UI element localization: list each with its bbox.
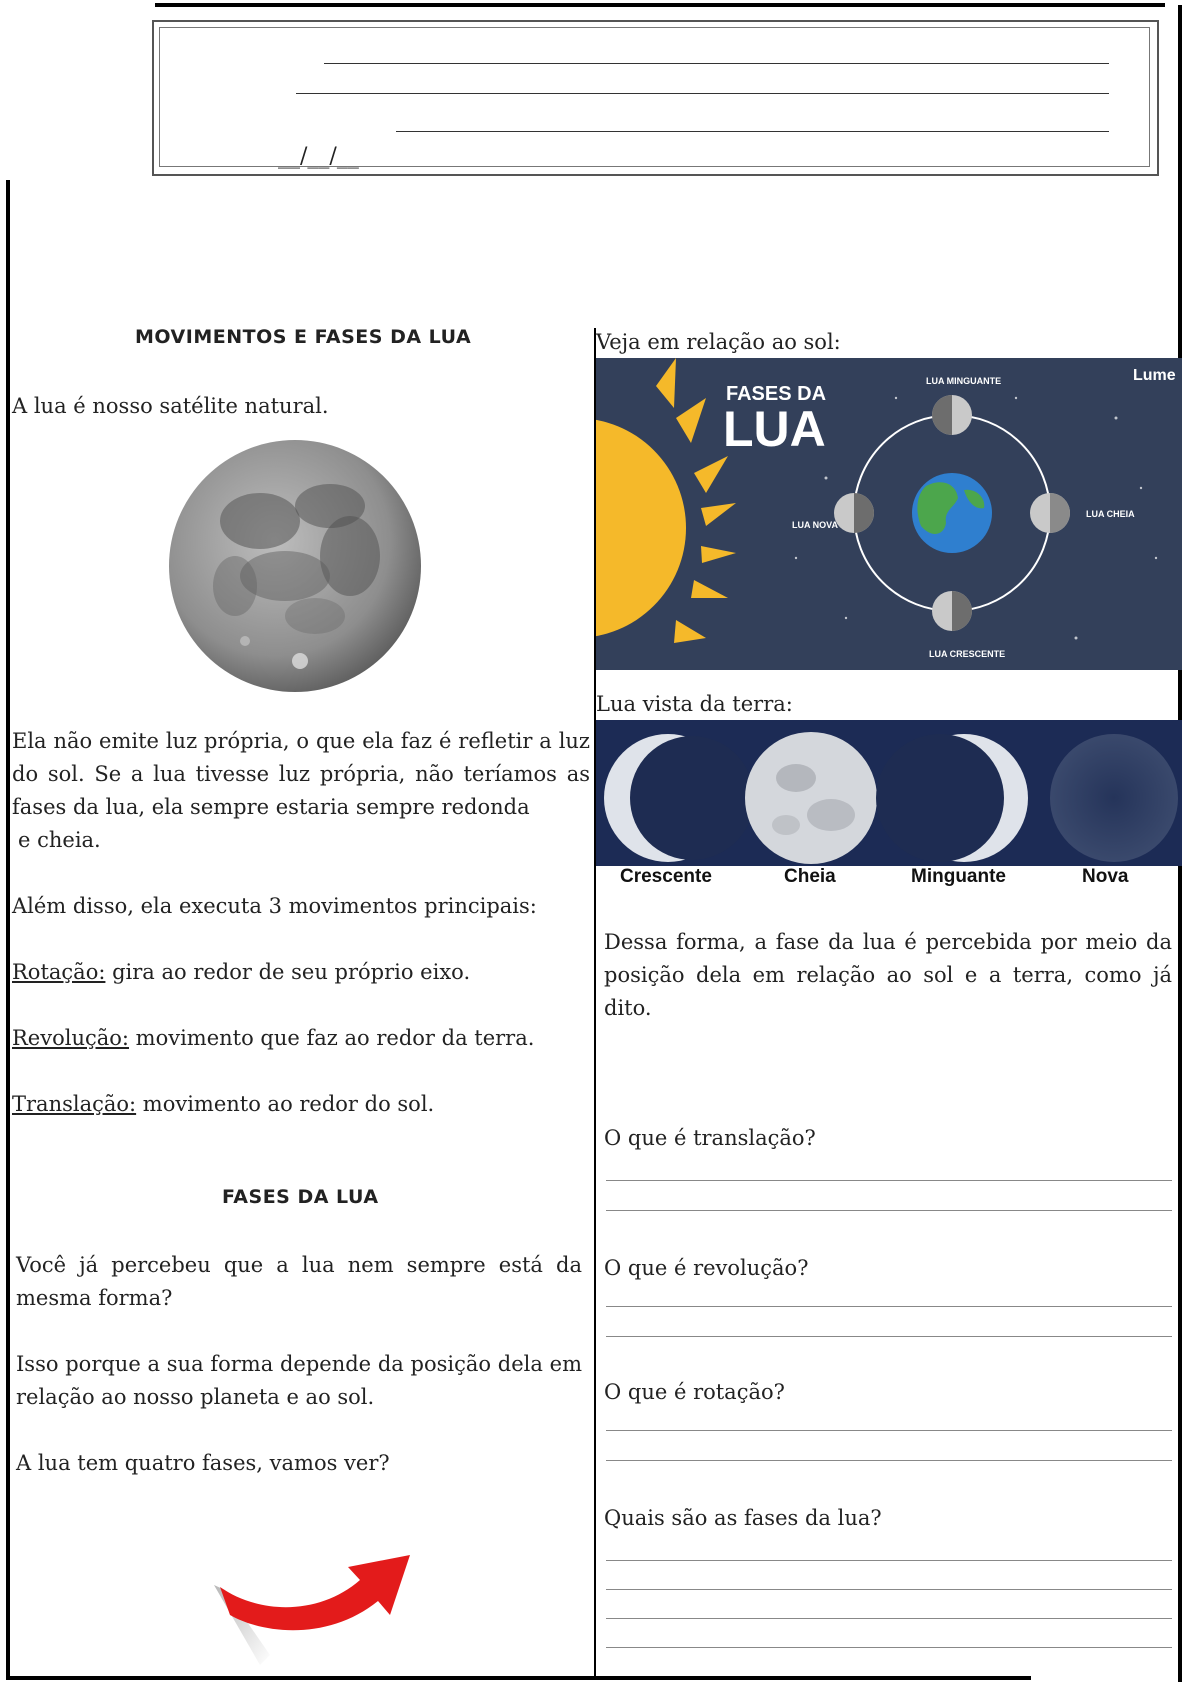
label-cheia: LUA CHEIA: [1086, 509, 1135, 519]
conclusion-paragraph: Dessa forma, a fase da lua é percebida por meio da posição dela em relação ao sol e a terra, como já dito.: [604, 930, 1172, 1020]
phases-paragraph-2: Isso porque a sua forma depende da posição dela em relação ao nosso planeta e ao sol.: [16, 1352, 582, 1409]
moon-right-icon: [1030, 493, 1070, 533]
answer-line[interactable]: [606, 1336, 1172, 1337]
phase-label-minguante: Minguante: [911, 866, 1006, 887]
answer-line[interactable]: [606, 1460, 1172, 1461]
diagram-brand: Lume: [1133, 367, 1176, 384]
answer-line[interactable]: [606, 1647, 1172, 1648]
diagram-title-big: LUA: [723, 401, 826, 457]
movement-desc: gira ao redor de seu próprio eixo.: [105, 960, 471, 984]
question-revolucao: O que é revolução?: [604, 1256, 809, 1280]
answer-line[interactable]: [606, 1210, 1172, 1211]
movement-rotacao: [12, 956, 470, 989]
red-arrow-icon: [210, 1545, 420, 1665]
phase-label-crescente: Crescente: [620, 866, 712, 887]
header-line-2: [296, 93, 1109, 94]
header-line-3: [396, 131, 1109, 132]
phases-paragraph-1: Você já percebeu que a lua nem sempre está da mesma forma?: [16, 1253, 582, 1310]
movement-revolucao: [12, 1022, 534, 1055]
phases-title: FASES DA LUA: [222, 1186, 379, 1208]
question-translacao: O que é translação?: [604, 1126, 816, 1150]
label-nova: LUA NOVA: [792, 520, 838, 530]
label-crescente: LUA CRESCENTE: [929, 649, 1006, 659]
full-moon-image: [165, 436, 425, 696]
moon-top-icon: [932, 395, 972, 435]
moon-crescente-icon: [604, 734, 754, 862]
question-fases: Quais são as fases da lua?: [604, 1506, 882, 1530]
moon-cheia-icon: [745, 732, 877, 864]
answer-line[interactable]: [606, 1618, 1172, 1619]
earth-caption: Lua vista da terra:: [596, 692, 793, 716]
answer-line[interactable]: [606, 1589, 1172, 1590]
movement-desc: movimento que faz ao redor da terra.: [129, 1026, 535, 1050]
paragraph-light-end: e cheia.: [18, 828, 101, 852]
header-line-1: [324, 63, 1109, 64]
diagram-title-small: FASES DA: [726, 383, 827, 405]
phases-paragraph-3: A lua tem quatro fases, vamos ver?: [16, 1451, 390, 1475]
moon-bottom-icon: [932, 591, 972, 631]
movement-term: Rotação:: [12, 960, 106, 984]
frame-top-line: [155, 3, 1165, 7]
main-title: MOVIMENTOS E FASES DA LUA: [135, 326, 472, 348]
paragraph-light: [12, 725, 590, 824]
question-rotacao: O que é rotação?: [604, 1380, 785, 1404]
moon-phases-strip: [596, 720, 1182, 866]
frame-bottom-line: [6, 1676, 1031, 1680]
movement-term: Revolução:: [12, 1026, 129, 1050]
moon-nova-icon: [1050, 734, 1178, 862]
moon-minguante-icon: [876, 734, 1028, 862]
answer-line[interactable]: [606, 1180, 1172, 1181]
answer-line[interactable]: [606, 1430, 1172, 1431]
movement-term: Translação:: [12, 1092, 137, 1116]
movement-translacao: [12, 1088, 434, 1121]
sun-caption: Veja em relação ao sol:: [596, 330, 841, 354]
label-minguante: LUA MINGUANTE: [926, 376, 1002, 386]
earth-icon: [912, 473, 992, 553]
moon-orbit-diagram: [596, 358, 1182, 670]
paragraph-light-text: Ela não emite luz própria, o que ela faz é refletir a luz do sol. Se a lua tivesse luz própria, não teríamos as fases da lua, ela sempre estaria sempre redonda: [12, 729, 590, 819]
date-field: __/__/__: [278, 144, 359, 169]
answer-line[interactable]: [606, 1560, 1172, 1561]
phase-label-cheia: Cheia: [784, 866, 836, 887]
intro-text: A lua é nosso satélite natural.: [12, 394, 329, 418]
phase-label-nova: Nova: [1082, 866, 1129, 887]
moon-left-icon: [834, 493, 874, 533]
movements-intro: Além disso, ela executa 3 movimentos principais:: [12, 894, 537, 918]
answer-line[interactable]: [606, 1306, 1172, 1307]
movement-desc: movimento ao redor do sol.: [136, 1092, 435, 1116]
frame-left-line: [6, 180, 10, 1680]
